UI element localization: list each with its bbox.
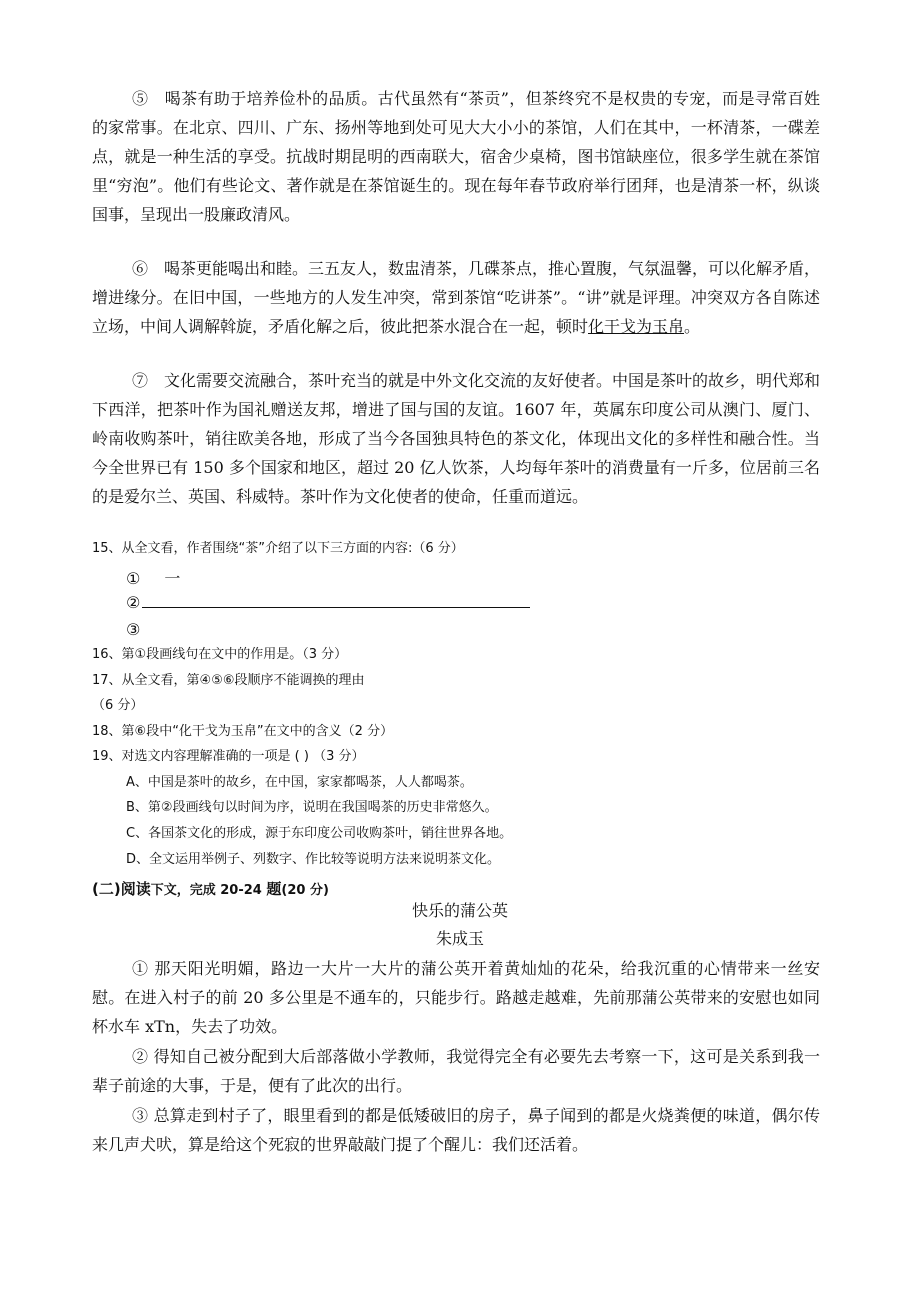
- story-paragraph-2: ② 得知自己被分配到大后部落做小学教师，我觉得完全有必要先去考察一下，这可是关系到我一辈子前途的大事，于是，便有了此次的出行。: [92, 1047, 820, 1095]
- question-18: 18、第⑥段中“化干戈为玉帛”在文中的含义（2 分）: [92, 724, 394, 739]
- circled-number-1: ①: [126, 569, 141, 588]
- story-paragraph-1: ① 那天阳光明媚，路边一大片一大片的蒲公英开着黄灿灿的花朵，给我沉重的心情带来一丝安慰。在进入村子的前 20 多公里是不通车的，只能步行。路越走越难，先前那蒲公英带来的安慰也如同杯水车 xTn，失去了功效。: [92, 959, 820, 1036]
- paragraph-6-end: 。: [684, 317, 701, 336]
- question-17-score: （6 分）: [92, 698, 144, 713]
- answer-line-3: [126, 620, 140, 639]
- paragraph-6: [92, 254, 820, 341]
- story-author: 朱成玉: [435, 929, 484, 948]
- section-prefix: (二): [92, 880, 121, 898]
- question-16: 16、第①段画线句在文中的作用是。（3 分）: [92, 647, 348, 662]
- answer-line-2: [126, 593, 530, 612]
- section-read: 阅读: [120, 880, 151, 898]
- paragraph-7: ⑦ 文化需要交流融合，茶叶充当的就是中外文化交流的友好使者。中国是茶叶的故乡，明代郑和下西洋，把茶叶作为国礼赠送友邦，增进了国与国的友谊。1607 年，英属东印度公司从澳门、厦门、岭南收购茶叶，销往欧美各地，形成了当今各国独具特色的茶文化，体现出文化的多样性和融合性。当今全世界已有 150 多个国家和地区，超过 20 亿人饮茶，人均每年茶叶的消费量有一斤多，位居前三名的是爱尔兰、英国、科威特。茶叶作为文化使者的使命，任重而道远。: [92, 371, 821, 506]
- answer-dash: 一: [164, 569, 181, 588]
- circled-number-3: ③: [126, 620, 141, 639]
- story-title: 快乐的蒲公英: [411, 901, 508, 920]
- question-19: 19、对选文内容理解准确的一项是 ( ) （3 分）: [92, 749, 365, 764]
- option-b: B、第②段画线句以时间为序，说明在我国喝茶的历史非常悠久。: [126, 800, 498, 815]
- option-a: A、中国是茶叶的故乡，在中国，家家都喝茶，人人都喝茶。: [126, 775, 473, 790]
- question-17: 17、从全文看，第④⑤⑥段顺序不能调换的理由: [92, 673, 365, 688]
- section-2-heading: [92, 878, 329, 899]
- question-15: 15、从全文看，作者围绕“茶”介绍了以下三方面的内容:（6 分）: [92, 541, 464, 556]
- section-mid: 下文，完成 20-24: [150, 883, 267, 898]
- paragraph-6-text: ⑥ 喝茶更能喝出和睦。三五友人，数盅清茶，几碟茶点，推心置腹，气氛温馨，可以化解矛盾，增进缘分。在旧中国，一些地方的人发生冲突，常到茶馆“吃讲茶”。“讲”就是评理。冲突双方各自陈述立场，中间人调解斡旋，矛盾化解之后，彼此把茶水混合在一起，顿时: [92, 259, 821, 336]
- story-paragraph-3: ③ 总算走到村子了，眼里看到的都是低矮破旧的房子，鼻子闻到的都是火烧粪便的味道，偶尔传来几声犬吠，算是给这个死寂的世界敲敲门提了个醒儿：我们还活着。: [92, 1106, 820, 1154]
- option-d: D、全文运用举例子、列数字、作比较等说明方法来说明茶文化。: [126, 852, 501, 867]
- answer-line-1: [126, 566, 180, 589]
- option-c: C、各国茶文化的形成，源于东印度公司收购茶叶，销往世界各地。: [126, 826, 513, 841]
- section-score: (20 分): [281, 883, 329, 898]
- underlined-phrase: 化干戈为玉帛: [588, 317, 685, 336]
- circled-number-2: ②: [126, 593, 141, 612]
- answer-blank[interactable]: [142, 593, 530, 608]
- section-ti: 题: [266, 880, 282, 898]
- paragraph-5: ⑤ 喝茶有助于培养俭朴的品质。古代虽然有“茶贡”，但茶终究不是权贵的专宠，而是寻常百姓的家常事。在北京、四川、广东、扬州等地到处可见大大小小的茶馆，人们在其中，一杯清茶，一碟差点，就是一种生活的享受。抗战时期昆明的西南联大，宿舍少桌椅，图书馆缺座位，很多学生就在茶馆里“穷泡”。他们有些论文、著作就是在茶馆诞生的。现在每年春节政府举行团拜，也是清茶一杯，纵谈国事，呈现出一股廉政清风。: [92, 89, 820, 224]
